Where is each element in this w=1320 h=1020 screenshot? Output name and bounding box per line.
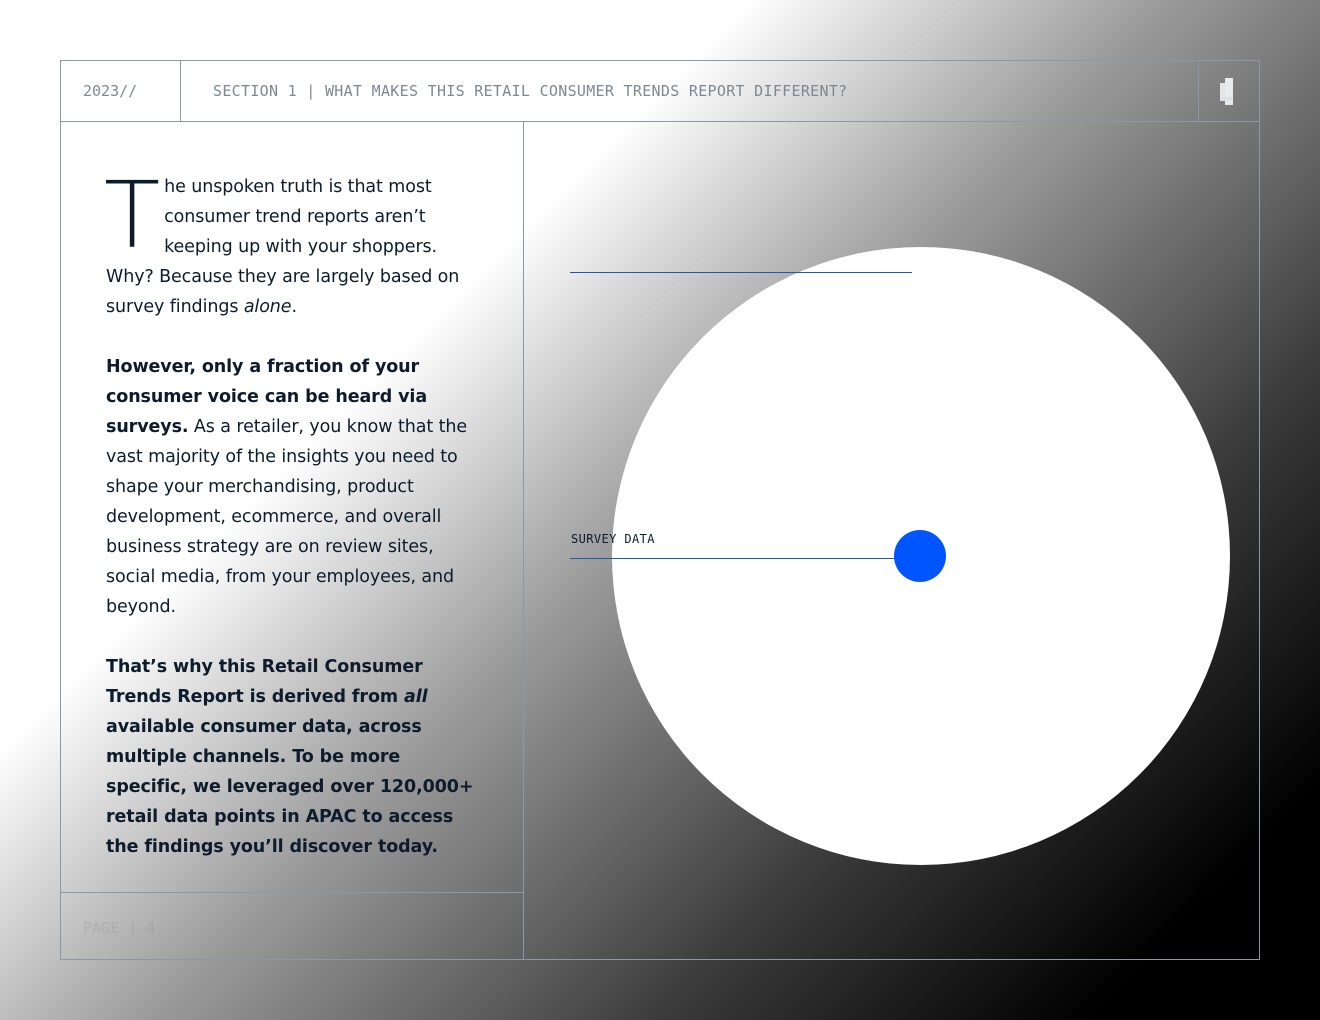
survey-data-dot bbox=[894, 530, 946, 582]
intro-end: . bbox=[291, 297, 297, 317]
logo-cell bbox=[1198, 61, 1259, 121]
drop-cap: T bbox=[104, 162, 161, 269]
page-header bbox=[61, 61, 1259, 122]
paragraph-report bbox=[106, 652, 476, 862]
survey-data-label: SURVEY DATA bbox=[571, 532, 655, 546]
report-emphasis: all bbox=[404, 687, 428, 707]
intro-text: he unspoken truth is that most consumer trend reports aren’t keeping up with your shoppers. Why? Because they are largely based on survey findings bbox=[106, 177, 460, 317]
report-text-a: That’s why this Retail Consumer Trends Report is derived from bbox=[106, 657, 423, 707]
surveys-lead: However, only a fraction of your consumer voice can be heard via surveys. bbox=[106, 357, 428, 437]
surveys-text: As a retailer, you know that the vast majority of the insights you need to shape your merchandising, product development, ecommerce, and overall business strategy are on review sites, social media, from your employees, and beyond. bbox=[106, 417, 467, 617]
survey-callout-line bbox=[570, 558, 910, 559]
paragraph-intro bbox=[104, 162, 476, 322]
intro-emphasis: alone bbox=[243, 297, 292, 317]
paragraph-surveys bbox=[106, 352, 476, 622]
body-copy bbox=[104, 162, 476, 892]
page-frame bbox=[60, 60, 1260, 960]
brand-logo-icon bbox=[1199, 61, 1259, 121]
report-text-b: available consumer data, across multiple channels. To be more specific, we leveraged over 120,000+ retail data points in APAC to access the findings you’ll discover today. bbox=[106, 717, 474, 857]
section-title: SECTION 1 | WHAT MAKES THIS RETAIL CONSUMER TRENDS REPORT DIFFERENT? bbox=[213, 82, 848, 100]
report-year: 2023// bbox=[61, 61, 181, 121]
text-column bbox=[61, 122, 524, 959]
page-number: PAGE | 4 bbox=[83, 919, 156, 937]
top-callout-line bbox=[570, 272, 912, 273]
footer-divider bbox=[61, 892, 523, 893]
